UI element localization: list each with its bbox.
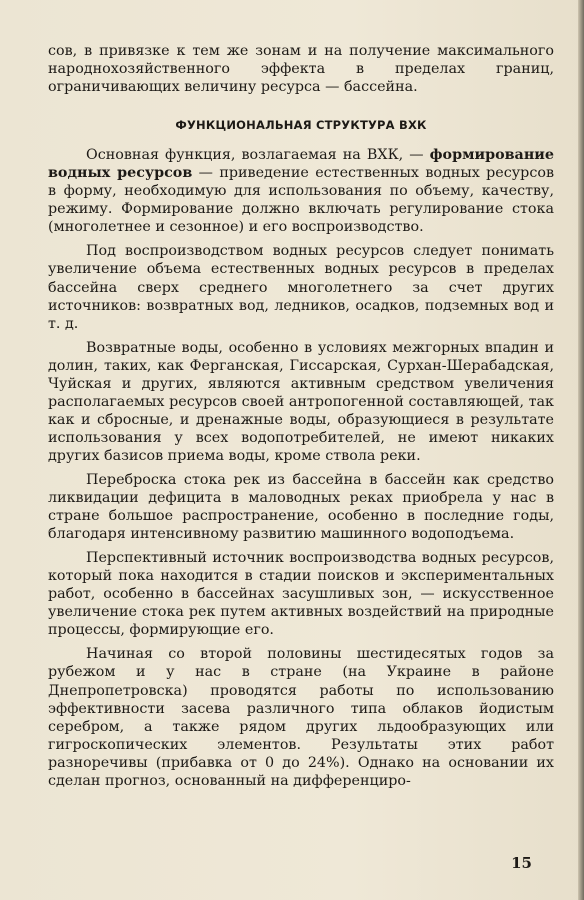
paragraph-5: Перспективный источник воспроизводства водных ресурсов, который пока находится в стадии поисков и экспериментальных работ, особенно в бассейнах засушливых зон, — искусственное увеличение стока рек путем активных воздействий на природные процессы, формирующие его. (48, 550, 554, 639)
paragraph-1-rest: — приведение естественных водных ресурсов в форму, необходимую для использования по объему, качеству, режиму. Формирование должно включать регулирование стока (многолетнее и сезонное) и его воспроизводство. (48, 165, 554, 236)
page-number: 15 (511, 854, 532, 872)
paragraph-6: Начиная со второй половины шестидесятых годов за рубежом и у нас в стране (на Украине в районе Днепропетровска) проводятся работы по использованию эффективности засева различного типа облаков йодистым серебром, а также рядом других льдообразующих или гигроскопических элементов. Результаты этих работ разноречивы (прибавка от 0 до 24%). Однако на основании их сделан прогноз, основанный на дифференциро- (48, 646, 554, 789)
body-text (48, 42, 554, 790)
intro-paragraph: сов, в привязке к тем же зонам и на получение максимального народнохозяйственного эффекта в пределах границ, ограничивающих величину ресурса — бассейна. (48, 43, 554, 96)
section-heading: ФУНКЦИОНАЛЬНАЯ СТРУКТУРА ВХК (175, 118, 427, 133)
paragraph-1 (48, 146, 554, 236)
paragraph-1-lead: Основная функция, возлагаемая на ВХК, — (86, 147, 430, 164)
page-edge-shadow (578, 0, 584, 900)
paragraph-3: Возвратные воды, особенно в условиях межгорных впадин и долин, таких, как Ферганская, Гиссарская, Сурхан-Шерабадская, Чуйская и других, являются активным средством увеличения располагаемых ресурсов своей антропогенной составляющей, так как и сбросные, и дренажные воды, образующиеся в результате использования у всех водопотребителей, не имеют никаких других базисов приема воды, кроме ствола реки. (48, 339, 554, 464)
term-bold: формирование водных ресурсов (48, 147, 554, 182)
paragraph-2: Под воспроизводством водных ресурсов следует понимать увеличение объема естественных водных ресурсов в пределах бассейна сверх среднего многолетнего за счет других источников: возвратных вод, ледников, осадков, подземных вод и т. д. (48, 243, 554, 332)
paragraph-4: Переброска стока рек из бассейна в бассейн как средство ликвидации дефицита в маловодных реках приобрела у нас в стране большое распространение, особенно в последние годы, благодаря интенсивному развитию машинного водоподъема. (48, 471, 554, 543)
